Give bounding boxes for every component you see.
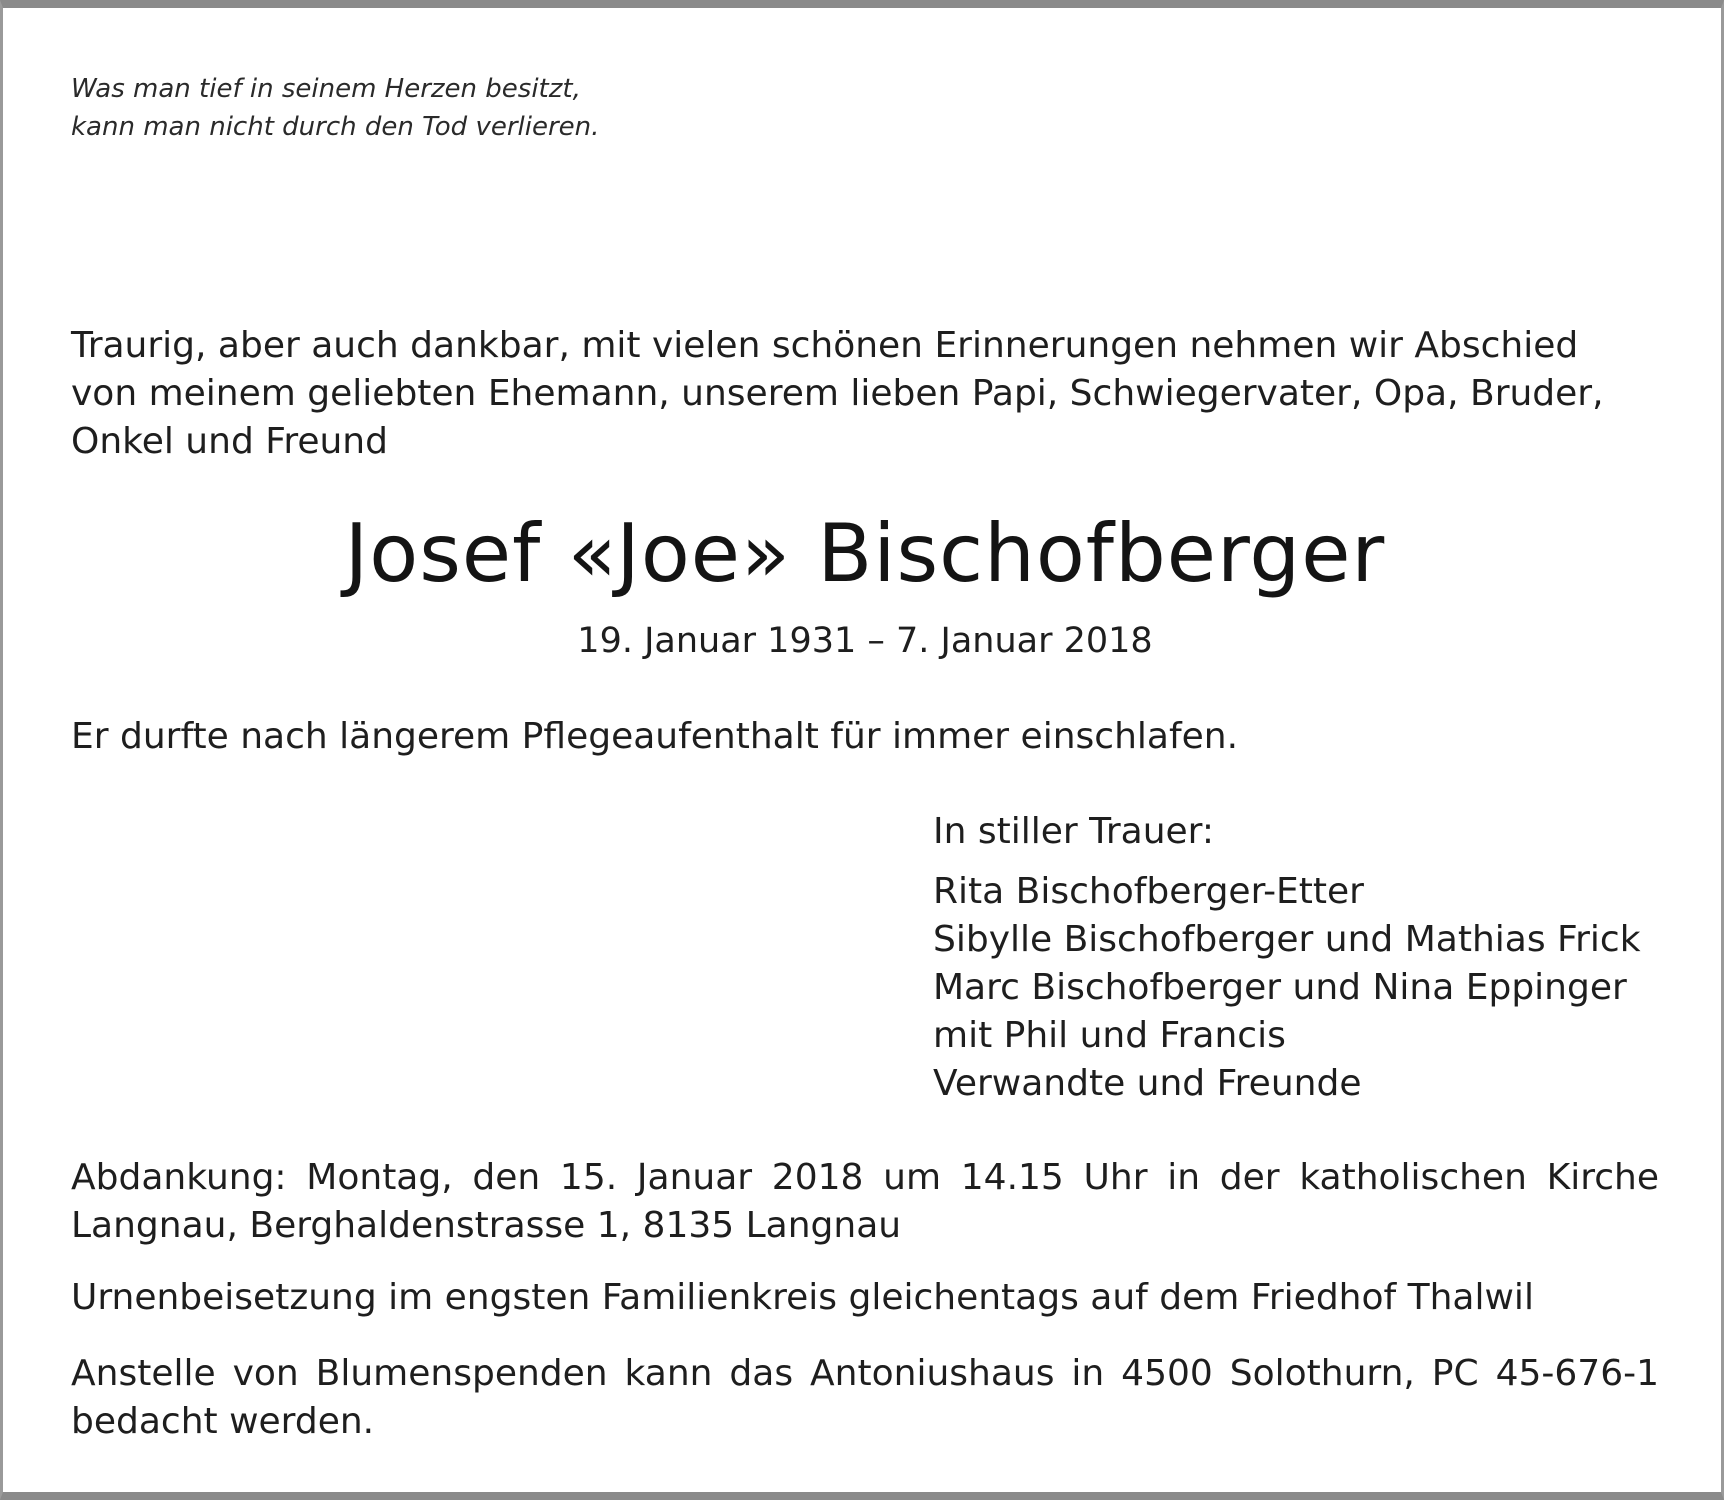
mourner-line: Verwandte und Freunde <box>933 1063 1362 1104</box>
passing-text: Er durfte nach längerem Pflegeaufenthalt für immer einschlafen. <box>71 716 1239 757</box>
motto-line-1: Was man tief in seinem Herzen besitzt, <box>71 74 581 104</box>
donation-line-2: bedacht werden. <box>71 1401 375 1442</box>
mourner-line: Rita Bischofberger-Etter <box>933 871 1364 912</box>
intro-line-2: von meinem geliebten Ehemann, unserem lieben Papi, Schwiegervater, Opa, Bruder, <box>71 373 1604 414</box>
deceased-name: Josef «Joe» Bischofberger <box>344 507 1386 600</box>
service-line-2: Langnau, Berghaldenstrasse 1, 8135 Langnau <box>71 1205 902 1246</box>
mourners-heading: In stiller Trauer: <box>933 811 1214 852</box>
intro-line-1: Traurig, aber auch dankbar, mit vielen schönen Erinnerungen nehmen wir Abschied <box>71 325 1579 366</box>
urn-burial-info <box>71 1274 1659 1322</box>
mourner-line: Marc Bischofberger und Nina Eppinger <box>933 967 1627 1008</box>
service-line-1: Abdankung: Montag, den 15. Januar 2018 um 14.15 Uhr in der katholischen Kirche <box>71 1157 1659 1198</box>
intro-paragraph <box>71 322 1604 466</box>
motto-line-2: kann man nicht durch den Tod verlieren. <box>71 112 600 142</box>
intro-line-3: Onkel und Freund <box>71 421 388 462</box>
mourner-line: Sibylle Bischofberger und Mathias Frick <box>933 919 1641 960</box>
motto-quote <box>71 70 599 146</box>
urn-burial-line: Urnenbeisetzung im engsten Familienkreis gleichentags auf dem Friedhof Thalwil <box>71 1277 1534 1318</box>
life-dates: 19. Januar 1931 – 7. Januar 2018 <box>577 621 1153 661</box>
donation-line-1: Anstelle von Blumenspenden kann das Antoniushaus in 4500 Solothurn, PC 45-676-1 <box>71 1353 1659 1394</box>
mourner-line: mit Phil und Francis <box>933 1015 1286 1056</box>
donation-info <box>71 1350 1659 1446</box>
mourners-list <box>933 868 1641 1108</box>
service-info <box>71 1154 1659 1250</box>
